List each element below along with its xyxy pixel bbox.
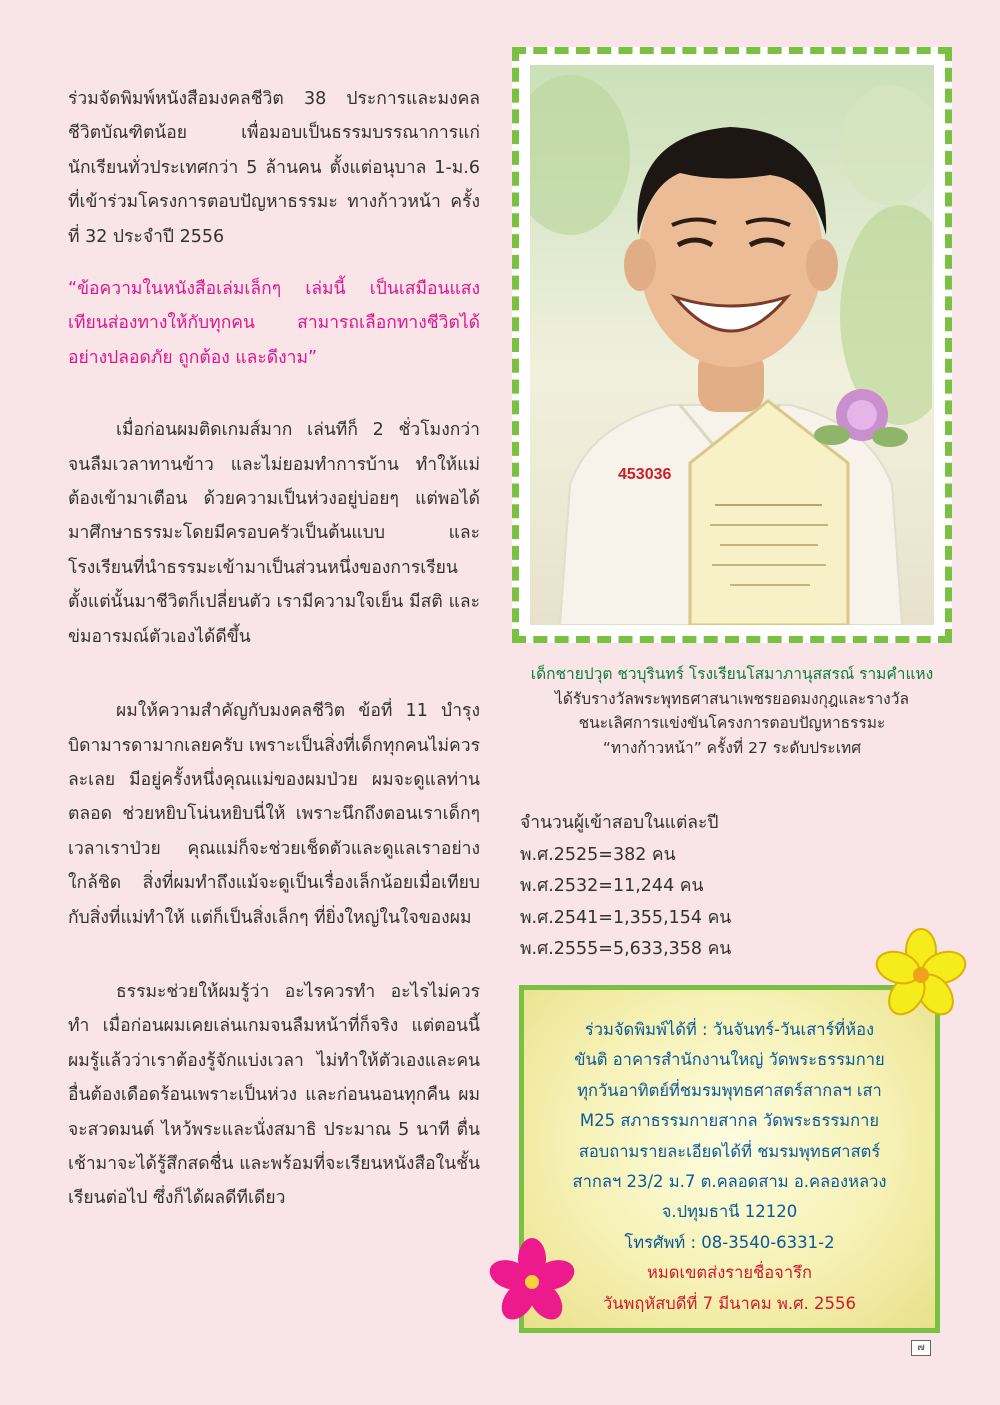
pull-quote: “ข้อความในหนังสือเล่มเล็กๆ เล่มนี้ เป็นเสมือนแสงเทียนส่องทางให้กับทุกคน สามารถเลือกทางชีวิตได้อย่างปลอดภัย ถูกต้อง และดีงาม” [68,279,480,368]
caption-student-name: เด็กชายปวุต ชวบุรินทร์ โรงเรียนโสมาภานุสสรณ์ รามคำแหง [530,665,934,683]
stats-row: พ.ศ.2532=11,244 คน [520,876,704,896]
stats-row: พ.ศ.2541=1,355,154 คน [520,907,732,928]
article-left-column [68,82,480,1216]
info-phone: โทรศัพท์ : 08-3540-6331-2 [624,1232,835,1252]
info-line: M25 สภาธรรมกายสากล วัดพระธรรมกาย [579,1111,880,1131]
body-paragraph-parents: ผมให้ความสำคัญกับมงคลชีวิต ข้อที่ 11 บำรุงบิดามารดามากเลยครับ เพราะเป็นสิ่งที่เด็กทุกคนไม่ควรละเลย มีอยู่ครั้งหนึ่งคุณแม่ของผมป่วย ผมจะดูแลท่านตลอด ช่วยหยิบโน่นหยิบนี่ให้ เพราะนึกถึงตอนเราเด็กๆ เวลาเราป่วย คุณแม่ก็จะช่วยเช็ดตัวและดูแลเราอย่างใกล้ชิด สิ่งที่ผมทำถึงแม้จะดูเป็นเรื่องเล็กน้อยเมื่อเทียบกับสิ่งที่แม่ทำให้ แต่ก็เป็นสิ่งเล็กๆ ที่ยิ่งใหญ่ในใจของผม [68,701,480,928]
stats-row: พ.ศ.2525=382 คน [520,844,676,865]
yellow-flower-icon [874,928,968,1022]
photo-caption [512,662,952,760]
deadline-label: หมดเขตส่งรายชื่อจารึก [647,1263,812,1283]
body-paragraph-dhamma: ธรรมะช่วยให้ผมรู้ว่า อะไรควรทำ อะไรไม่ควรทำ เมื่อก่อนผมเคยเล่นเกมจนลืมหน้าที่ก็จริง แต่ตอนนี้ผมรู้แล้วว่าเราต้องรู้จักแบ่งเวลา ไม่ทำให้ตัวเองและคนอื่นต้องเดือดร้อนเพราะเป็นห่วง และก่อนนอนทุกคืน ผมจะสวดมนต์ ไหว้พระและนั่งสมาธิ ประมาณ 5 นาที ตื่นเช้ามาจะได้รู้สึกสดชื่น และพร้อมที่จะเรียนหนังสือในชั้นเรียนต่อไป ซึ่งก็ได้ผลดีทีเดียว [68,981,480,1209]
page-number: ๗ [911,1340,931,1356]
body-paragraph-gaming: เมื่อก่อนผมติดเกมส์มาก เล่นทีก็ 2 ชั่วโมงกว่า จนลืมเวลาทานข้าว และไม่ยอมทำการบ้าน ทำให้แม่ต้องเข้ามาเตือน ด้วยความเป็นห่วงอยู่บ่อยๆ แต่พอได้มาศึกษาธรรมะโดยมีครอบครัวเป็นต้นแบบ และโรงเรียนที่นำธรรมะเข้ามาเป็นส่วนหนึ่งของการเรียน ตั้งแต่นั้นมาชีวิตก็เปลี่ยนตัว เรามีความใจเย็น มีสติ และข่มอารมณ์ตัวเองได้ดีขึ้น [68,420,480,647]
student-portrait-illustration [530,65,932,625]
stats-heading: จำนวนผู้เข้าสอบในแต่ละปี [520,813,719,833]
info-line: สากลฯ 23/2 ม.7 ต.คลอดสาม อ.คลองหลวง [572,1172,887,1192]
info-line: ทุกวันอาทิตย์ที่ชมรมพุทธศาสตร์สากลฯ เสา [577,1080,882,1100]
student-photo [530,65,934,625]
pink-flower-icon [486,1236,578,1328]
info-line: ขันติ อาคารสำนักงานใหญ่ วัดพระธรรมกาย [574,1050,885,1070]
info-line: ร่วมจัดพิมพ์ได้ที่ : วันจันทร์-วันเสาร์ที่ห้อง [584,1020,875,1039]
caption-award-line3: “ทางก้าวหน้า” ครั้งที่ 27 ระดับประเทศ [602,738,862,757]
caption-award-line1: ได้รับรางวัลพระพุทธศาสนาเพชรยอดมงกุฎและรางวัล [555,689,909,708]
caption-award-line2: ชนะเลิศการแข่งขันโครงการตอบปัญหาธรรมะ [578,714,886,732]
deadline-date: วันพฤหัสบดีที่ 7 มีนาคม พ.ศ. 2556 [602,1293,857,1313]
info-line: สอบถามรายละเอียดได้ที่ ชมรมพุทธศาสตร์ [578,1141,881,1161]
intro-paragraph: ร่วมจัดพิมพ์หนังสือมงคลชีวิต 38 ประการและมงคลชีวิตบัณฑิตน้อย เพื่อมอบเป็นธรรมบรรณาการแก่นักเรียนทั่วประเทศกว่า 5 ล้านคน ตั้งแต่อนุบาล 1-ม.6 ที่เข้าร่วมโครงการตอบปัญหาธรรมะ ทางก้าวหน้า ครั้งที่ 32 ประจำปี 2556 [68,89,480,247]
info-line: จ.ปทุมธานี 12120 [661,1202,798,1222]
student-photo-frame [512,47,952,643]
name-badge-text: 453036 [618,466,672,483]
contact-info-text [536,1015,923,1319]
stats-row: พ.ศ.2555=5,633,358 คน [520,939,732,959]
contact-info-box [519,985,940,1333]
